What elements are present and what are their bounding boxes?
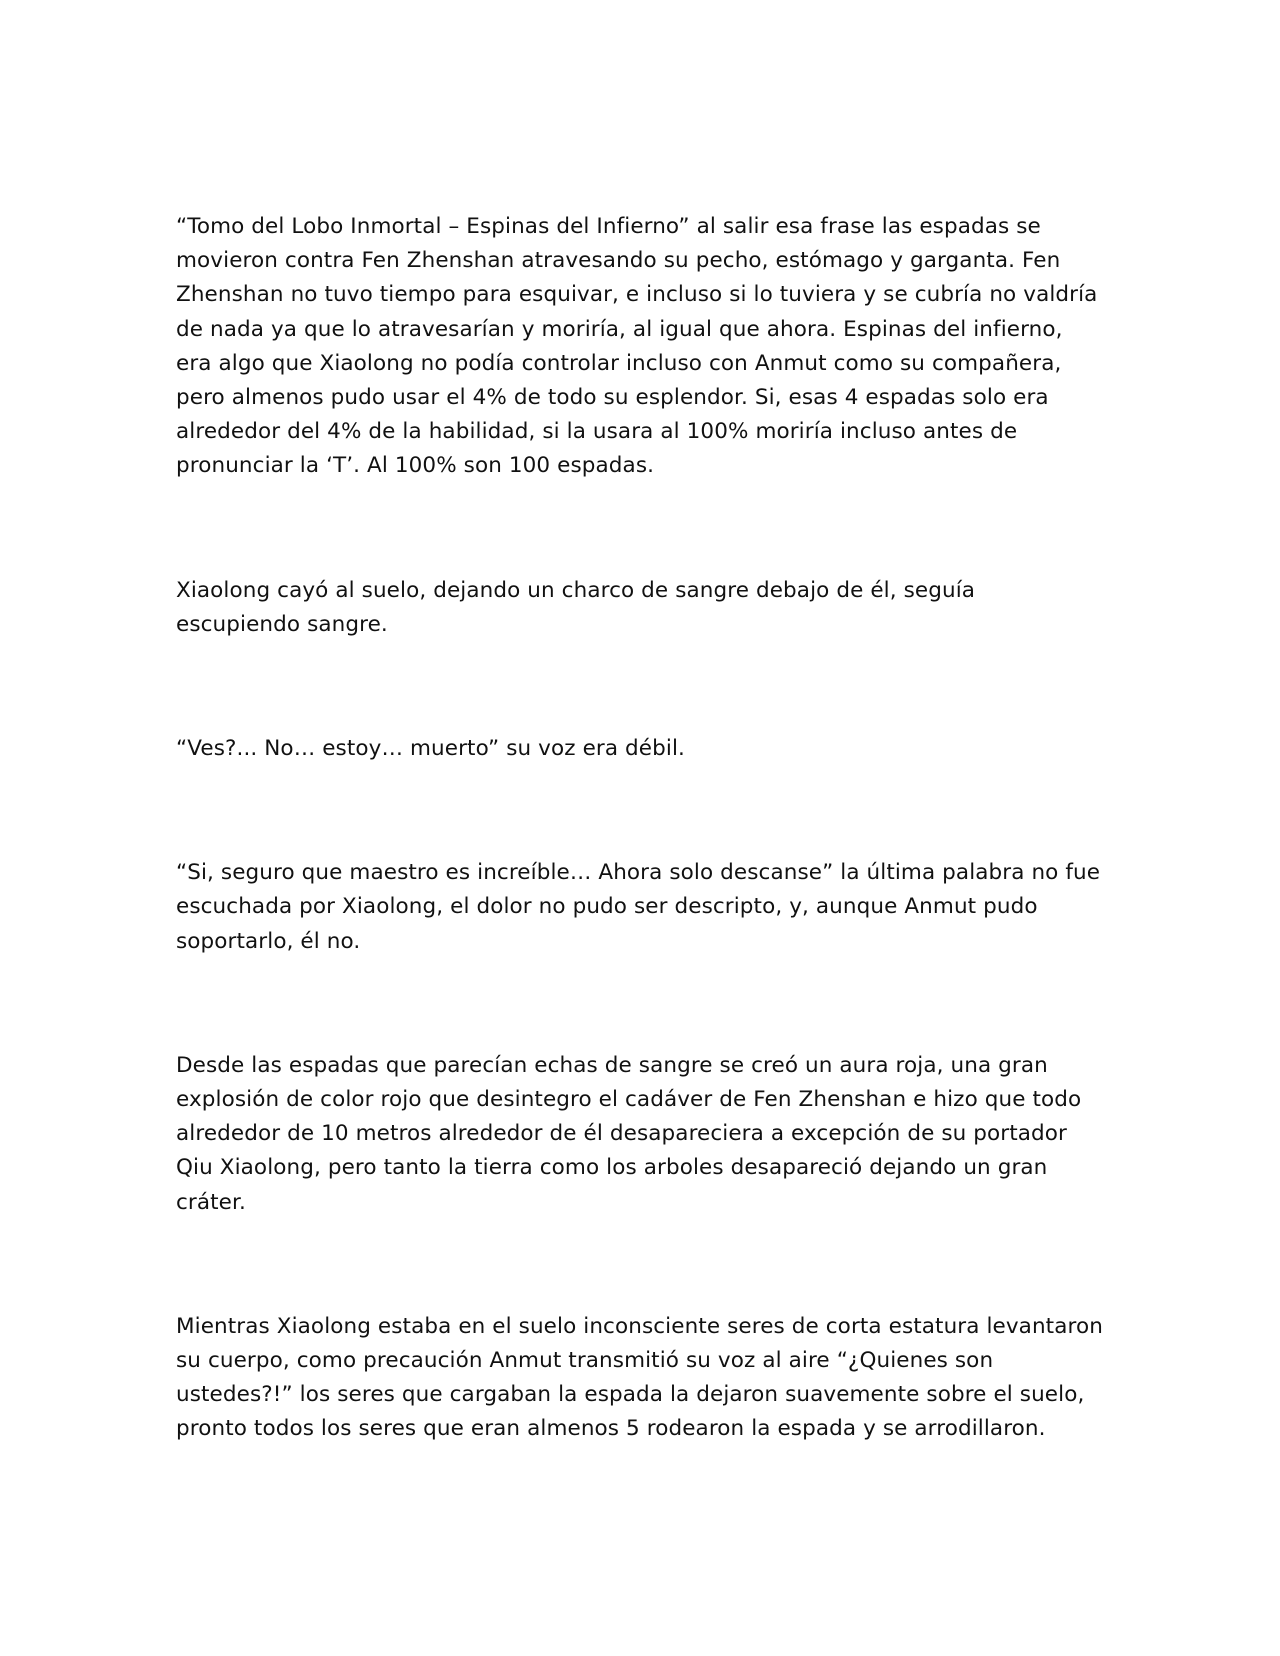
paragraph: “Si, seguro que maestro es increíble… Ahora solo descanse” la última palabra no fue escuchada por Xiaolong, el dolor no pudo ser descripto, y, aunque Anmut pudo soportarlo, él no.: [176, 860, 1101, 954]
paragraph: “Ves?... No… estoy… muerto” su voz era débil.: [176, 736, 685, 762]
paragraph: Mientras Xiaolong estaba en el suelo inconsciente seres de corta estatura levantaron su cuerpo, como precaución Anmut transmitió su voz al aire “¿Quienes son ustedes?!” los seres que cargaban la espada la dejaron suavemente sobre el suelo, pronto todos los seres que eran almenos 5 rodearon la espada y se arrodillaron.: [176, 1313, 1103, 1442]
paragraph: Desde las espadas que parecían echas de sangre se creó un aura roja, una gran explosión de color rojo que desintegro el cadáver de Fen Zhenshan e hizo que todo alrededor de 10 metros alrededor de él desapareciera a excepción de su portador Qiu Xiaolong, pero tanto la tierra como los arboles desapareció dejando un gran cráter.: [176, 1052, 1082, 1215]
paragraph: Xiaolong cayó al suelo, dejando un charco de sangre debajo de él, seguía escupiendo sangre.: [176, 577, 976, 637]
paragraph: “Tomo del Lobo Inmortal – Espinas del Infierno” al salir esa frase las espadas se movieron contra Fen Zhenshan atravesando su pecho, estómago y garganta. Fen Zhenshan no tuvo tiempo para esquivar, e incluso si lo tuviera y se cubría no valdría de nada ya que lo atravesarían y moriría, al igual que ahora. Espinas del infierno, era algo que Xiaolong no podía controlar incluso con Anmut como su compañera, pero almenos pudo usar el 4% de todo su esplendor. Si, esas 4 espadas solo era alrededor del 4% de la habilidad, si la usara al 100% moriría incluso antes de pronunciar la ‘T’. Al 100% son 100 espadas.: [176, 214, 1098, 479]
document-body: [176, 210, 1104, 1447]
